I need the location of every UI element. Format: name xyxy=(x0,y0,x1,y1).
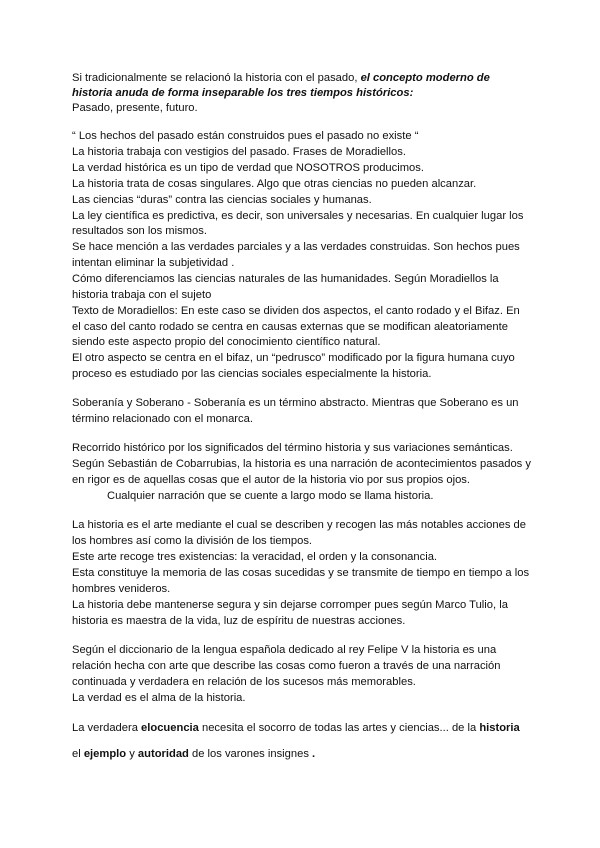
text-line: el caso del canto rodado se centra en causas externas que se modifican aleatoriamente xyxy=(72,321,508,333)
emphasis-text: el concepto moderno de xyxy=(360,72,490,84)
text-line: La verdad histórica es un tipo de verdad que NOSOTROS producimos. xyxy=(72,162,424,174)
text-line: La historia trata de cosas singulares. Algo que otras ciencias no pueden alcanzar. xyxy=(72,178,477,190)
text-line: Según Sebastián de Cobarrubias, la historia es una narración de acontecimientos pasados y xyxy=(72,458,531,470)
text-run: La verdadera xyxy=(72,722,142,734)
text-line xyxy=(72,747,315,762)
text-line: Soberanía y Soberano - Soberanía es un término abstracto. Mientras que Soberano es un xyxy=(72,397,519,409)
bold-period: . xyxy=(312,748,316,760)
text-line: continuada y verdadera en relación de los sucesos más memorables. xyxy=(72,676,416,688)
text-line: La historia es el arte mediante el cual se describen y recogen las más notables acciones de xyxy=(72,519,526,531)
text-line: proceso es estudiado por las ciencias sociales especialmente la historia. xyxy=(72,368,432,380)
text-line: Se hace mención a las verdades parciales y a las verdades construidas. Son hechos pues xyxy=(72,241,520,253)
text-line: Según el diccionario de la lengua española dedicado al rey Felipe V la historia es una xyxy=(72,644,497,656)
bold-term: ejemplo xyxy=(83,748,127,760)
quote-line: “ Los hechos del pasado están construidos pues el pasado no existe “ xyxy=(72,130,419,142)
text-line: Pasado, presente, futuro. xyxy=(72,102,198,114)
text-line: Las ciencias “duras” contra las ciencias sociales y humanas. xyxy=(72,194,372,206)
text-line: La ley científica es predictiva, es decir, son universales y necesarias. En cualquier lugar los xyxy=(72,210,524,222)
text-line: La historia debe mantenerse segura y sin dejarse corromper pues según Marco Tulio, la xyxy=(72,599,508,611)
text-line: siendo este aspecto propio del conocimiento científico natural. xyxy=(72,336,381,348)
text-line: Cómo diferenciamos las ciencias naturales de las humanidades. Según Moradiellos la xyxy=(72,273,499,285)
text-line xyxy=(72,71,490,86)
text-line: Recorrido histórico por los significados del término historia y sus variaciones semánticas. xyxy=(72,442,513,454)
bold-term: historia xyxy=(479,722,520,734)
text-line: relación hecha con arte que describe las cosas como fueron a través de una narración xyxy=(72,660,501,672)
text-run: Si tradicionalmente se relacionó la historia con el pasado, xyxy=(72,72,361,84)
text-line: historia trabaja con el sujeto xyxy=(72,289,212,301)
text-line: los hombres así como la división de los tiempos. xyxy=(72,535,313,547)
text-line: término relacionado con el monarca. xyxy=(72,413,253,425)
text-line: El otro aspecto se centra en el bifaz, un “pedrusco” modificado por la figura humana cuyo xyxy=(72,352,515,364)
text-line: en rigor es de aquellas cosas que el autor de la historia vio por sus propios ojos. xyxy=(72,474,471,486)
bold-term: elocuencia xyxy=(141,722,199,734)
emphasis-line: historia anuda de forma inseparable los tres tiempos históricos: xyxy=(72,87,414,99)
text-line: Esta constituye la memoria de las cosas sucedidas y se transmite de tiempo en tiempo a los xyxy=(72,567,530,579)
text-line: resultados son los mismos. xyxy=(72,225,207,237)
indented-line: Cualquier narración que se cuente a largo modo se llama historia. xyxy=(107,490,434,502)
text-run: el xyxy=(72,748,84,760)
bold-term: autoridad xyxy=(137,748,189,760)
text-line: historia es maestra de la vida, luz de espíritu de nuestras acciones. xyxy=(72,615,406,627)
text-line: hombres venideros. xyxy=(72,583,171,595)
text-line: La historia trabaja con vestigios del pasado. Frases de Moradiellos. xyxy=(72,146,406,158)
text-line: Texto de Moradiellos: En este caso se dividen dos aspectos, el canto rodado y el Bifaz. En xyxy=(72,305,520,317)
text-line: Este arte recoge tres existencias: la veracidad, el orden y la consonancia. xyxy=(72,551,438,563)
text-line xyxy=(72,721,520,736)
text-line: La verdad es el alma de la historia. xyxy=(72,692,246,704)
text-run: y xyxy=(126,748,138,760)
text-line: intentan eliminar la subjetividad . xyxy=(72,257,235,269)
text-run: necesita el socorro de todas las artes y ciencias... de la xyxy=(198,722,480,734)
text-run: de los varones insignes xyxy=(188,748,313,760)
